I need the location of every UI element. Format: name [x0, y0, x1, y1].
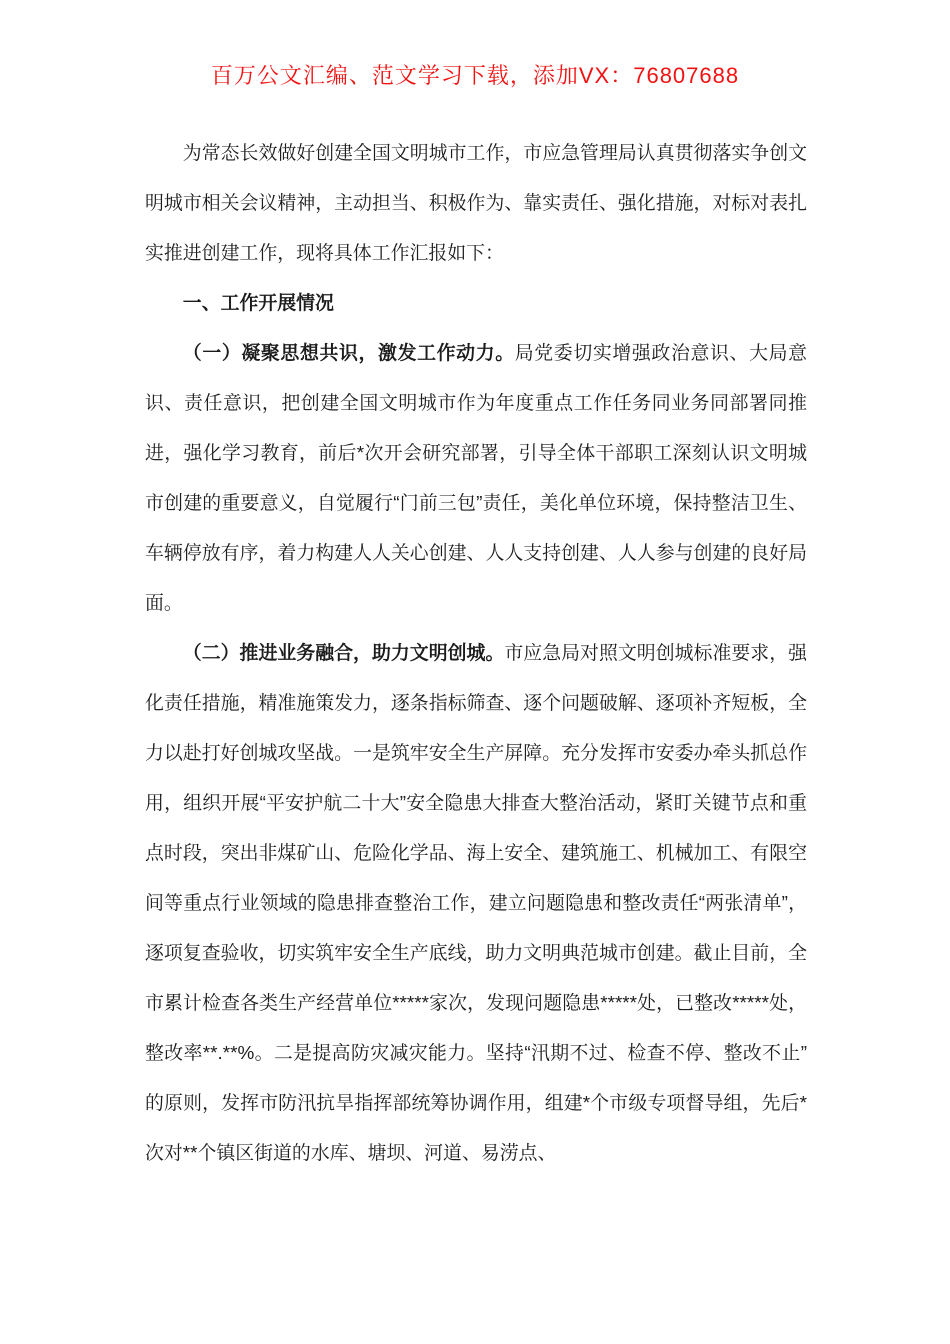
document-body — [145, 129, 807, 1179]
text-segment: 为常态长效做好创建全国文明城市工作，市应急管理局认真贯彻落实争创文明城市相关会议精神，主动担当、积极作为、靠实责任、强化措施，对标对表扎实推进创建工作，现将具体工作汇报如下： — [145, 143, 807, 264]
paragraph-subsection-2 — [145, 629, 807, 1179]
text-segment: 一、工作开展情况 — [182, 293, 334, 314]
text-segment: （一）凝聚思想共识，激发工作动力。 — [182, 343, 515, 364]
text-segment: （二）推进业务融合，助力文明创城。 — [182, 643, 505, 664]
text-segment: 局党委切实增强政治意识、大局意识、责任意识，把创建全国文明城市作为年度重点工作任务同业务同部署同推进，强化学习教育，前后*次开会研究部署，引导全体干部职工深刻认识文明城市创建的重要意义，自觉履行“门前三包”责任，美化单位环境，保持整洁卫生、车辆停放有序，着力构建人人关心创建、人人支持创建、人人参与创建的良好局面。 — [145, 343, 808, 614]
promo-banner: 百万公文汇编、范文学习下载，添加VX：76807688 — [210, 63, 740, 88]
paragraph-subsection-1 — [145, 329, 807, 629]
section-heading-work-progress — [145, 279, 807, 329]
paragraph-intro — [145, 129, 807, 279]
text-segment: 市应急局对照文明创城标准要求，强化责任措施，精准施策发力，逐条指标筛查、逐个问题破解、逐项补齐短板，全力以赴打好创城攻坚战。一是筑牢安全生产屏障。充分发挥市安委办牵头抓总作用，组织开展“平安护航二十大”安全隐患大排查大整治活动，紧盯关键节点和重点时段，突出非煤矿山、危险化学品、海上安全、建筑施工、机械加工、有限空间等重点行业领域的隐患排查整治工作，建立问题隐患和整改责任“两张清单”，逐项复查验收，切实筑牢安全生产底线，助力文明典范城市创建。截止目前，全市累计检查各类生产经营单位*****家次，发现问题隐患*****处，已整改*****处，整改率**.**%。二是提高防灾减灾能力。坚持“汛期不过、检查不停、整改不止”的原则，发挥市防汛抗旱指挥部统筹协调作用，组建*个市级专项督导组，先后*次对**个镇区街道的水库、塘坝、河道、易涝点、 — [145, 643, 808, 1164]
